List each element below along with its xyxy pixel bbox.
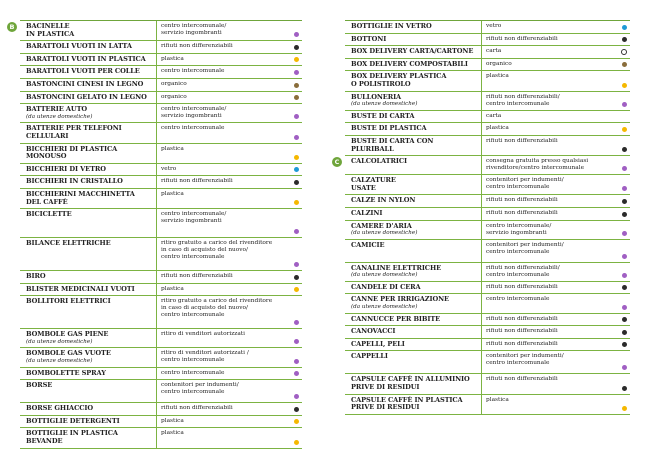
disposal-method: vetro xyxy=(161,165,177,172)
table-row xyxy=(20,176,302,189)
disposal-cell xyxy=(156,92,302,104)
disposal-cell xyxy=(156,296,302,328)
disposal-cell xyxy=(481,59,630,71)
disposal-method: rifiuti non differenziabili xyxy=(486,35,558,42)
table-row xyxy=(20,144,302,164)
disposal-cell xyxy=(156,380,302,402)
item-cell xyxy=(345,123,481,135)
item-cell xyxy=(20,209,156,237)
item-cell xyxy=(345,395,481,414)
disposal-method: contenitori per indumenti/ centro intercomunale xyxy=(161,382,239,396)
disposal-cell xyxy=(156,79,302,91)
item-name: CAMERE D'ARIA xyxy=(351,221,412,230)
disposal-method: contenitori per indumenti/ centro intercomunale xyxy=(486,353,564,367)
disposal-method: plastica xyxy=(486,73,509,80)
disposal-method: rifiuti non differenziabili xyxy=(486,376,558,383)
table-row xyxy=(345,282,630,295)
item-name: BICICLETTE xyxy=(26,210,72,219)
disposal-cell xyxy=(481,395,630,414)
table-row xyxy=(345,59,630,72)
table-row xyxy=(20,368,302,381)
disposal-cell xyxy=(156,144,302,163)
disposal-cell xyxy=(156,41,302,53)
table-row xyxy=(20,380,302,403)
item-name: BORSE GHIACCIO xyxy=(26,404,93,413)
table-row xyxy=(345,339,630,352)
bin-color-dot-icon xyxy=(622,231,627,236)
table-row xyxy=(20,164,302,177)
disposal-method: plastica xyxy=(161,417,184,424)
item-cell xyxy=(345,111,481,123)
table-row xyxy=(345,175,630,195)
disposal-method: centro intercomunale/ servizio ingombranti xyxy=(486,222,552,236)
item-name: BOTTIGLIE IN PLASTICA BEVANDE xyxy=(26,429,118,446)
disposal-cell xyxy=(481,263,630,281)
disposal-method: rifiuti non differenziabili xyxy=(486,340,558,347)
disposal-method: plastica xyxy=(486,125,509,132)
disposal-method: centro intercomunale/ servizio ingombranti xyxy=(161,211,227,225)
disposal-cell xyxy=(481,21,630,33)
disposal-method: contenitori per indumenti/ centro intercomunale xyxy=(486,241,564,255)
disposal-cell xyxy=(481,339,630,351)
bin-color-dot-icon xyxy=(622,386,627,391)
table-row xyxy=(345,92,630,111)
letter-badge: C xyxy=(332,157,342,167)
disposal-cell xyxy=(156,271,302,283)
item-name: BOTTIGLIE IN VETRO xyxy=(351,22,432,30)
table-row xyxy=(20,238,302,271)
item-cell xyxy=(20,271,156,283)
disposal-method: plastica xyxy=(161,190,184,197)
bin-color-dot-icon xyxy=(622,330,627,335)
table-row xyxy=(345,46,630,59)
table-row xyxy=(345,294,630,313)
disposal-method: rifiuti non differenziabili xyxy=(486,283,558,290)
bin-color-dot-icon xyxy=(294,155,299,160)
disposal-method: rifiuti non differenziabili xyxy=(486,197,558,204)
bin-color-dot-icon xyxy=(622,199,627,204)
disposal-cell xyxy=(481,34,630,46)
disposal-method: rifiuti non differenziabili xyxy=(486,137,558,144)
item-cell xyxy=(345,59,481,71)
disposal-method: ritiro gratuito a carico del rivenditore in caso di acquisto del nuovo/ centro intercomunale xyxy=(161,298,273,319)
disposal-cell xyxy=(481,92,630,110)
item-cell xyxy=(345,195,481,207)
item-cell xyxy=(345,175,481,194)
table-row xyxy=(20,209,302,238)
item-note: (da utenze domestiche) xyxy=(26,338,93,345)
bin-color-dot-icon xyxy=(294,359,299,364)
item-name: CANOVACCI xyxy=(351,327,396,336)
item-name: CANALINE ELETTRICHE xyxy=(351,263,442,272)
item-cell xyxy=(345,21,481,33)
item-cell xyxy=(20,348,156,366)
disposal-method: vetro xyxy=(486,23,502,29)
item-cell xyxy=(20,416,156,428)
item-note: (da utenze domestiche) xyxy=(26,358,93,365)
disposal-method: organico xyxy=(161,80,187,87)
disposal-method: centro intercomunale xyxy=(161,68,225,75)
table-row xyxy=(345,221,630,240)
bin-color-dot-icon xyxy=(294,275,299,280)
item-name: CALZINI xyxy=(351,208,383,217)
table-row xyxy=(345,374,630,394)
item-note: (da utenze domestiche) xyxy=(351,304,418,311)
disposal-cell xyxy=(481,314,630,326)
item-cell xyxy=(345,156,481,174)
disposal-method: organico xyxy=(486,60,512,67)
bin-color-dot-icon xyxy=(622,127,627,132)
item-cell xyxy=(20,329,156,347)
table-row xyxy=(20,79,302,92)
table-row xyxy=(20,123,302,143)
item-name: BOTTONI xyxy=(351,34,387,43)
bin-color-dot-icon xyxy=(621,49,627,55)
item-name: BOMBOLETTE SPRAY xyxy=(26,368,106,377)
table-row xyxy=(345,21,630,34)
disposal-method: plastica xyxy=(161,430,184,437)
item-note: (da utenze domestiche) xyxy=(351,230,418,237)
item-name: CAPSULE CAFFÈ IN ALLUMINIO PRIVE DI RESIDUI xyxy=(351,375,470,392)
item-cell xyxy=(20,368,156,380)
item-name: BICCHIERINI MACCHINETTA DEL CAFFÈ xyxy=(26,189,135,206)
disposal-cell xyxy=(481,46,630,58)
item-cell xyxy=(345,294,481,312)
disposal-cell xyxy=(156,209,302,237)
bin-color-dot-icon xyxy=(294,83,299,88)
item-name: CAPSULE CAFFÈ IN PLASTICA PRIVE DI RESIDUI xyxy=(351,395,463,412)
disposal-method: organico xyxy=(161,93,187,100)
bin-color-dot-icon xyxy=(294,407,299,412)
item-cell xyxy=(345,136,481,155)
item-name: CALZE IN NYLON xyxy=(351,196,416,205)
item-cell xyxy=(345,92,481,110)
bin-color-dot-icon xyxy=(622,406,627,411)
item-name: BOX DELIVERY PLASTICA O POLISTIROLO xyxy=(351,72,447,88)
disposal-method: centro intercomunale xyxy=(161,369,225,376)
item-name: CAPPELLI xyxy=(351,352,388,361)
disposal-method: rifiuti non differenziabili xyxy=(486,315,558,322)
item-cell xyxy=(20,238,156,270)
disposal-cell xyxy=(156,104,302,122)
item-name: BOTTIGLIE DETERGENTI xyxy=(26,416,120,425)
item-name: BASTONCINI CINESI IN LEGNO xyxy=(26,79,144,88)
table-row xyxy=(20,428,302,448)
item-name: BUSTE DI CARTA xyxy=(351,111,415,120)
table-row xyxy=(20,41,302,54)
bin-color-dot-icon xyxy=(294,180,299,185)
disposal-cell xyxy=(481,282,630,294)
item-cell xyxy=(345,351,481,373)
disposal-cell xyxy=(156,123,302,142)
item-name: CAMICIE xyxy=(351,240,385,249)
table-row xyxy=(20,189,302,209)
item-cell xyxy=(20,296,156,328)
table-row xyxy=(345,326,630,339)
bin-color-dot-icon xyxy=(294,440,299,445)
disposal-method: rifiuti non differenziabili xyxy=(161,273,233,280)
disposal-cell xyxy=(481,111,630,123)
item-cell xyxy=(20,284,156,296)
item-cell xyxy=(345,339,481,351)
item-cell xyxy=(345,46,481,58)
table-row xyxy=(20,54,302,67)
bin-color-dot-icon xyxy=(622,25,627,30)
item-cell xyxy=(20,21,156,40)
item-name: BARATTOLI VUOTI PER COLLE xyxy=(26,67,140,76)
letter-badge: B xyxy=(7,22,17,32)
item-name: BOMBOLE GAS PIENE xyxy=(26,330,109,339)
table-row xyxy=(345,395,630,415)
table-row xyxy=(20,329,302,348)
item-cell xyxy=(20,66,156,78)
table-row xyxy=(345,208,630,221)
bin-color-dot-icon xyxy=(622,83,627,88)
disposal-cell xyxy=(156,329,302,347)
disposal-cell xyxy=(156,189,302,208)
disposal-cell xyxy=(156,176,302,188)
table-row xyxy=(20,403,302,416)
table-row xyxy=(20,284,302,297)
waste-table-left xyxy=(9,20,302,449)
table-row xyxy=(345,240,630,263)
item-name: BOX DELIVERY COMPOSTABILI xyxy=(351,59,468,68)
item-cell xyxy=(345,374,481,393)
item-name: BATTERIE AUTO xyxy=(26,105,88,114)
item-name: BLISTER MEDICINALI VUOTI xyxy=(26,284,135,293)
item-name: BILANCE ELETTRICHE xyxy=(26,239,111,248)
item-cell xyxy=(20,403,156,415)
disposal-cell xyxy=(481,195,630,207)
disposal-cell xyxy=(156,284,302,296)
bin-color-dot-icon xyxy=(622,273,627,278)
item-note: (da utenze domestiche) xyxy=(26,113,93,120)
disposal-cell xyxy=(156,238,302,270)
table-row xyxy=(334,156,630,175)
table-row xyxy=(345,314,630,327)
item-cell xyxy=(20,54,156,66)
disposal-method: ritiro gratuito a carico del rivenditore in caso di acquisto del nuovo/ centro intercomunale xyxy=(161,240,273,261)
disposal-cell xyxy=(156,416,302,428)
disposal-method: rifiuti non differenziabili/ centro intercomunale xyxy=(486,264,560,278)
disposal-method: rifiuti non differenziabili xyxy=(161,405,233,412)
table-row xyxy=(20,296,302,329)
item-cell xyxy=(20,41,156,53)
disposal-cell xyxy=(481,71,630,90)
waste-table-right xyxy=(334,20,630,415)
item-cell xyxy=(20,176,156,188)
disposal-cell xyxy=(156,403,302,415)
item-cell xyxy=(345,240,481,262)
item-cell xyxy=(345,326,481,338)
disposal-method: centro intercomunale xyxy=(486,296,550,303)
item-name: CALCOLATRICI xyxy=(351,157,407,166)
item-cell xyxy=(20,144,156,163)
bin-color-dot-icon xyxy=(294,45,299,50)
item-name: BARATTOLI VUOTI IN LATTA xyxy=(26,42,132,51)
item-name: BICCHIERI DI PLASTICA MONOUSO xyxy=(26,144,118,161)
item-name: BUSTE DI PLASTICA xyxy=(351,124,427,133)
bin-color-dot-icon xyxy=(622,212,627,217)
disposal-cell xyxy=(156,54,302,66)
disposal-method: rifiuti non differenziabili xyxy=(486,328,558,335)
table-row xyxy=(20,348,302,367)
item-name: CALZATURE USATE xyxy=(351,176,396,192)
disposal-method: consegna gratuita presso qualsiasi rivenditore/centro intercomunale xyxy=(486,158,589,172)
item-cell xyxy=(345,263,481,281)
disposal-method: rifiuti non differenziabili/ centro intercomunale xyxy=(486,93,560,107)
disposal-cell xyxy=(481,351,630,373)
table-row xyxy=(20,66,302,79)
item-name: BOMBOLE GAS VUOTE xyxy=(26,349,111,358)
item-cell xyxy=(20,79,156,91)
item-cell xyxy=(20,164,156,176)
item-name: BARATTOLI VUOTI IN PLASTICA xyxy=(26,54,146,63)
table-row xyxy=(20,104,302,123)
disposal-method: plastica xyxy=(161,55,184,62)
item-name: BICCHIERI IN CRISTALLO xyxy=(26,177,123,186)
disposal-cell xyxy=(481,374,630,393)
item-name: BATTERIE PER TELEFONI CELLULARI xyxy=(26,124,122,140)
disposal-cell xyxy=(481,123,630,135)
disposal-cell xyxy=(481,294,630,312)
item-cell xyxy=(20,380,156,402)
disposal-cell xyxy=(481,156,630,174)
left-column xyxy=(9,20,302,449)
disposal-cell xyxy=(481,175,630,194)
table-row xyxy=(345,111,630,124)
table-row xyxy=(345,195,630,208)
item-cell xyxy=(20,123,156,142)
item-name: CAPELLI, PELI xyxy=(351,339,405,348)
item-cell xyxy=(345,34,481,46)
disposal-method: plastica xyxy=(161,285,184,292)
disposal-cell xyxy=(481,208,630,220)
bin-color-dot-icon xyxy=(622,102,627,107)
disposal-method: contenitori per indumenti/ centro intercomunale xyxy=(486,177,564,191)
bin-color-dot-icon xyxy=(622,254,627,259)
disposal-method: carta xyxy=(486,48,502,55)
table-row xyxy=(345,136,630,156)
disposal-method: ritiro di venditori autorizzati / centro intercomunale xyxy=(161,350,249,364)
disposal-method: ritiro di venditori autorizzati xyxy=(161,331,245,338)
disposal-cell xyxy=(481,136,630,155)
item-name: CANDELE DI CERA xyxy=(351,282,421,291)
disposal-cell xyxy=(481,240,630,262)
item-note: (da utenze domestiche) xyxy=(351,101,418,108)
item-name: BOLLITORI ELETTRICI xyxy=(26,297,111,306)
table-row xyxy=(345,71,630,91)
item-cell xyxy=(345,314,481,326)
item-cell xyxy=(345,71,481,90)
disposal-cell xyxy=(156,66,302,78)
item-name: BASTONCINI GELATO IN LEGNO xyxy=(26,92,147,101)
item-name: BOX DELIVERY CARTA/CARTONE xyxy=(351,47,474,56)
disposal-method: rifiuti non differenziabili xyxy=(161,178,233,185)
disposal-method: centro intercomunale xyxy=(161,125,225,132)
table-row xyxy=(345,123,630,136)
item-cell xyxy=(345,208,481,220)
table-row xyxy=(345,263,630,282)
bin-color-dot-icon xyxy=(294,70,299,75)
disposal-cell xyxy=(481,326,630,338)
disposal-method: plastica xyxy=(486,396,509,403)
item-cell xyxy=(20,92,156,104)
table-row xyxy=(20,271,302,284)
disposal-cell xyxy=(481,221,630,239)
disposal-method: centro intercomunale/ servizio ingombranti xyxy=(161,106,227,120)
disposal-method: centro intercomunale/ servizio ingombranti xyxy=(161,23,227,36)
disposal-method: rifiuti non differenziabili xyxy=(486,209,558,216)
item-name: BUSTE DI CARTA CON PLURIBALL xyxy=(351,136,434,153)
item-name: BICCHIERI DI VETRO xyxy=(26,164,106,173)
item-cell xyxy=(20,189,156,208)
table-row xyxy=(20,416,302,429)
disposal-cell xyxy=(156,21,302,40)
item-name: BORSE xyxy=(26,381,53,390)
table-row xyxy=(9,21,302,41)
disposal-method: rifiuti non differenziabili xyxy=(161,43,233,50)
item-name: BULLONERIA xyxy=(351,92,402,101)
disposal-cell xyxy=(156,368,302,380)
table-row xyxy=(20,92,302,105)
item-name: BIRO xyxy=(26,272,46,281)
disposal-method: carta xyxy=(486,112,502,119)
item-note: (da utenze domestiche) xyxy=(351,272,418,279)
item-name: BACINELLE IN PLASTICA xyxy=(26,22,75,38)
right-column xyxy=(334,20,630,415)
disposal-method: plastica xyxy=(161,145,184,152)
disposal-cell xyxy=(156,164,302,176)
item-cell xyxy=(20,104,156,122)
bin-color-dot-icon xyxy=(622,305,627,310)
table-row xyxy=(345,351,630,374)
item-name: CANNUCCE PER BIBITE xyxy=(351,314,441,323)
bin-color-dot-icon xyxy=(294,135,299,140)
table-row xyxy=(345,34,630,47)
item-cell xyxy=(345,221,481,239)
disposal-cell xyxy=(156,348,302,366)
item-name: CANNE PER IRRIGAZIONE xyxy=(351,295,449,304)
item-cell xyxy=(345,282,481,294)
